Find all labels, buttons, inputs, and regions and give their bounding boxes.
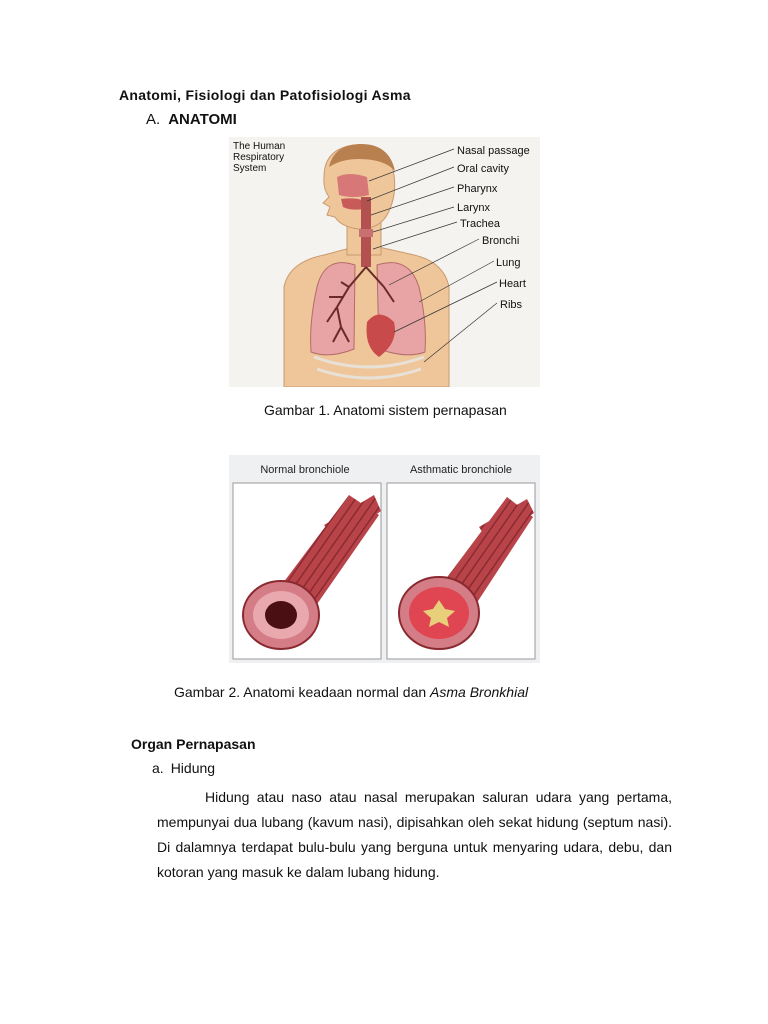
document-title: Anatomi, Fisiologi dan Patofisiologi Asma [119, 87, 411, 103]
normal-bronchiole-panel [233, 483, 381, 659]
section-number: A. [146, 111, 161, 128]
figure-2-caption [174, 684, 528, 700]
organ-section-heading: Organ Pernapasan [131, 736, 256, 752]
label-bronchi: Bronchi [482, 235, 520, 247]
figure-title-line-2: Respiratory [233, 152, 285, 163]
panel-label-asthmatic: Asthmatic bronchiole [409, 464, 513, 476]
label-ribs: Ribs [500, 299, 523, 311]
label-nasal-passage: Nasal passage [457, 145, 530, 157]
asthmatic-bronchiole-panel [387, 483, 535, 659]
bronchiole-comparison-figure [229, 455, 540, 663]
paragraph-text: Hidung atau naso atau nasal merupakan saluran udara yang pertama, mempunyai dua lubang (kavum nasi), dipisahkan oleh sekat hidung (septum nasi). Di dalamnya terdapat bulu-bulu yang berguna untuk menyaring udara, debu, dan kotoran yang masuk ke dalam lubang hidung. [157, 789, 672, 880]
list-item-title: Hidung [170, 760, 216, 776]
section-title: ANATOMI [168, 111, 237, 128]
section-heading-anatomi [146, 111, 237, 128]
figure-title-line-3: System [233, 163, 267, 174]
list-item-number: a. [152, 760, 164, 776]
label-heart: Heart [499, 278, 526, 290]
label-oral-cavity: Oral cavity [457, 163, 509, 175]
figure-2-caption-italic: Asma Bronkhial [430, 684, 529, 700]
figure-title-line-1: The Human [233, 141, 286, 152]
figure-1-caption: Gambar 1. Anatomi sistem pernapasan [264, 402, 507, 418]
label-trachea: Trachea [460, 218, 500, 230]
label-larynx: Larynx [457, 202, 491, 214]
list-item-hidung [152, 760, 215, 776]
label-lung: Lung [496, 257, 521, 269]
label-pharynx: Pharynx [457, 183, 498, 195]
hidung-paragraph [157, 785, 672, 885]
figure-2-caption-text: Gambar 2. Anatomi keadaan normal dan [174, 684, 431, 700]
panel-label-normal: Normal bronchiole [260, 464, 350, 476]
respiratory-system-figure [229, 137, 540, 387]
